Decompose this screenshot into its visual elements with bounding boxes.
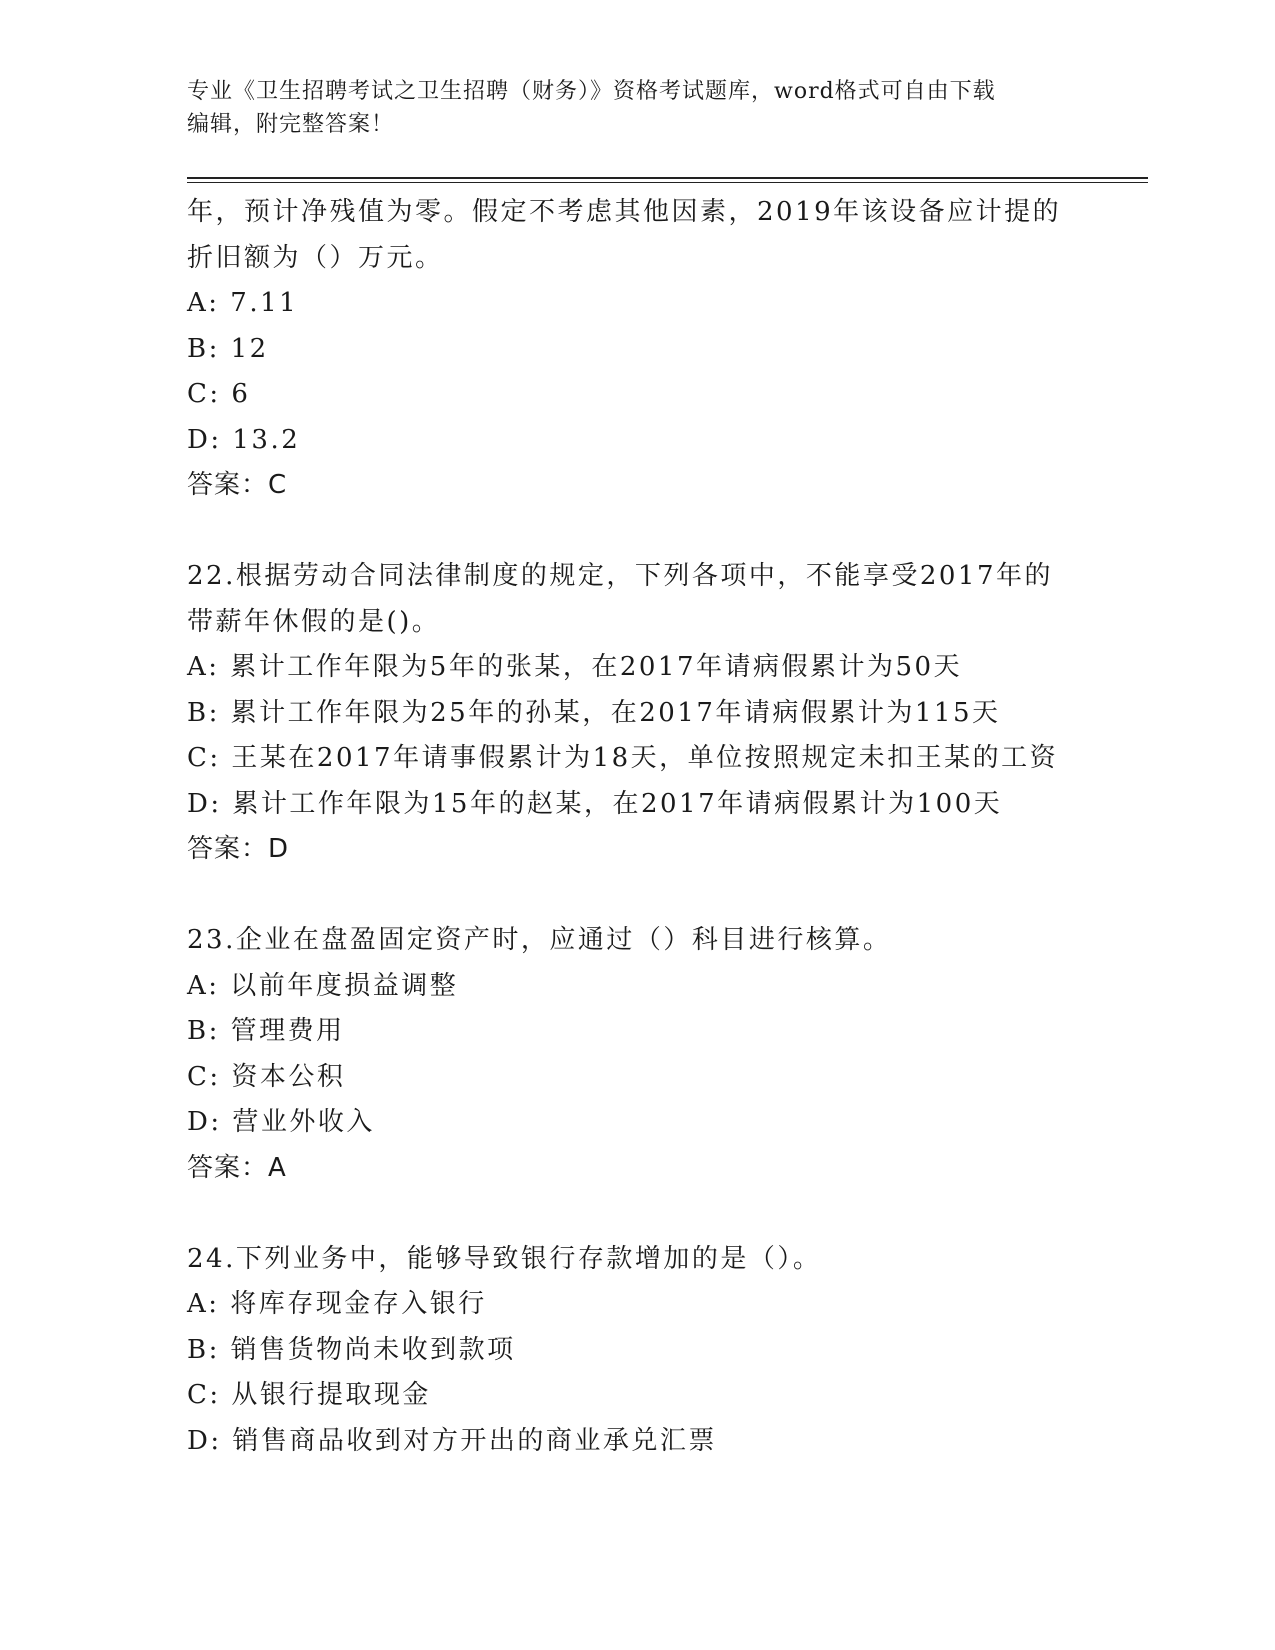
question-stem-line: 折旧额为（）万元。: [187, 242, 444, 273]
question-stem-line: 带薪年休假的是()。: [187, 606, 441, 637]
spacer: [187, 1191, 1087, 1237]
option-a: A: 将库存现金存入银行: [187, 1289, 487, 1319]
question-block-continued: [187, 190, 1087, 509]
option-a: A: 累计工作年限为5年的张某，在2017年请病假累计为50天: [187, 652, 963, 682]
header-line-2: 编辑，附完整答案！: [187, 112, 395, 137]
option-d: D: 营业外收入: [187, 1107, 375, 1137]
header-line-1: 专业《卫生招聘考试之卫生招聘（财务）》资格考试题库，word格式可自由下载: [187, 79, 996, 104]
option-c: C: 6: [187, 379, 251, 409]
page-header: [187, 75, 1067, 141]
option-b: B: 销售货物尚未收到款项: [187, 1334, 516, 1365]
question-block-24: [187, 1237, 1087, 1465]
header-divider-thin: [187, 182, 1148, 183]
spacer: [187, 873, 1087, 919]
answer-line: 答案：D: [187, 834, 290, 864]
option-d: D: 13.2: [187, 424, 301, 455]
answer-line: 答案：A: [187, 1152, 287, 1183]
question-stem-line: 23.企业在盘盈固定资产时，应通过（）科目进行核算。: [187, 925, 892, 955]
option-b: B: 12: [187, 333, 269, 364]
question-block-23: [187, 918, 1087, 1191]
option-d: D: 累计工作年限为15年的赵某，在2017年请病假累计为100天: [187, 788, 1003, 819]
answer-line: 答案：C: [187, 470, 288, 500]
option-a: A: 以前年度损益调整: [187, 970, 459, 1001]
question-list: [187, 190, 1087, 1464]
question-stem-line: 22.根据劳动合同法律制度的规定，下列各项中，不能享受2017年的: [187, 561, 1054, 591]
option-b: B: 累计工作年限为25年的孙某，在2017年请病假累计为115天: [187, 697, 1001, 728]
option-c: C: 资本公积: [187, 1061, 346, 1092]
header-divider-thick: [187, 177, 1148, 179]
spacer: [187, 509, 1087, 555]
question-stem-line: 年，预计净残值为零。假定不考虑其他因素，2019年该设备应计提的: [187, 197, 1062, 227]
option-d: D: 销售商品收到对方开出的商业承兑汇票: [187, 1425, 717, 1456]
question-stem-line: 24.下列业务中，能够导致银行存款增加的是（）。: [187, 1243, 822, 1274]
question-block-22: [187, 554, 1087, 873]
option-b: B: 管理费用: [187, 1016, 345, 1046]
option-a: A: 7.11: [187, 288, 299, 318]
option-c: C: 王某在2017年请事假累计为18天，单位按照规定未扣王某的工资: [187, 743, 1059, 773]
option-c: C: 从银行提取现金: [187, 1380, 431, 1410]
